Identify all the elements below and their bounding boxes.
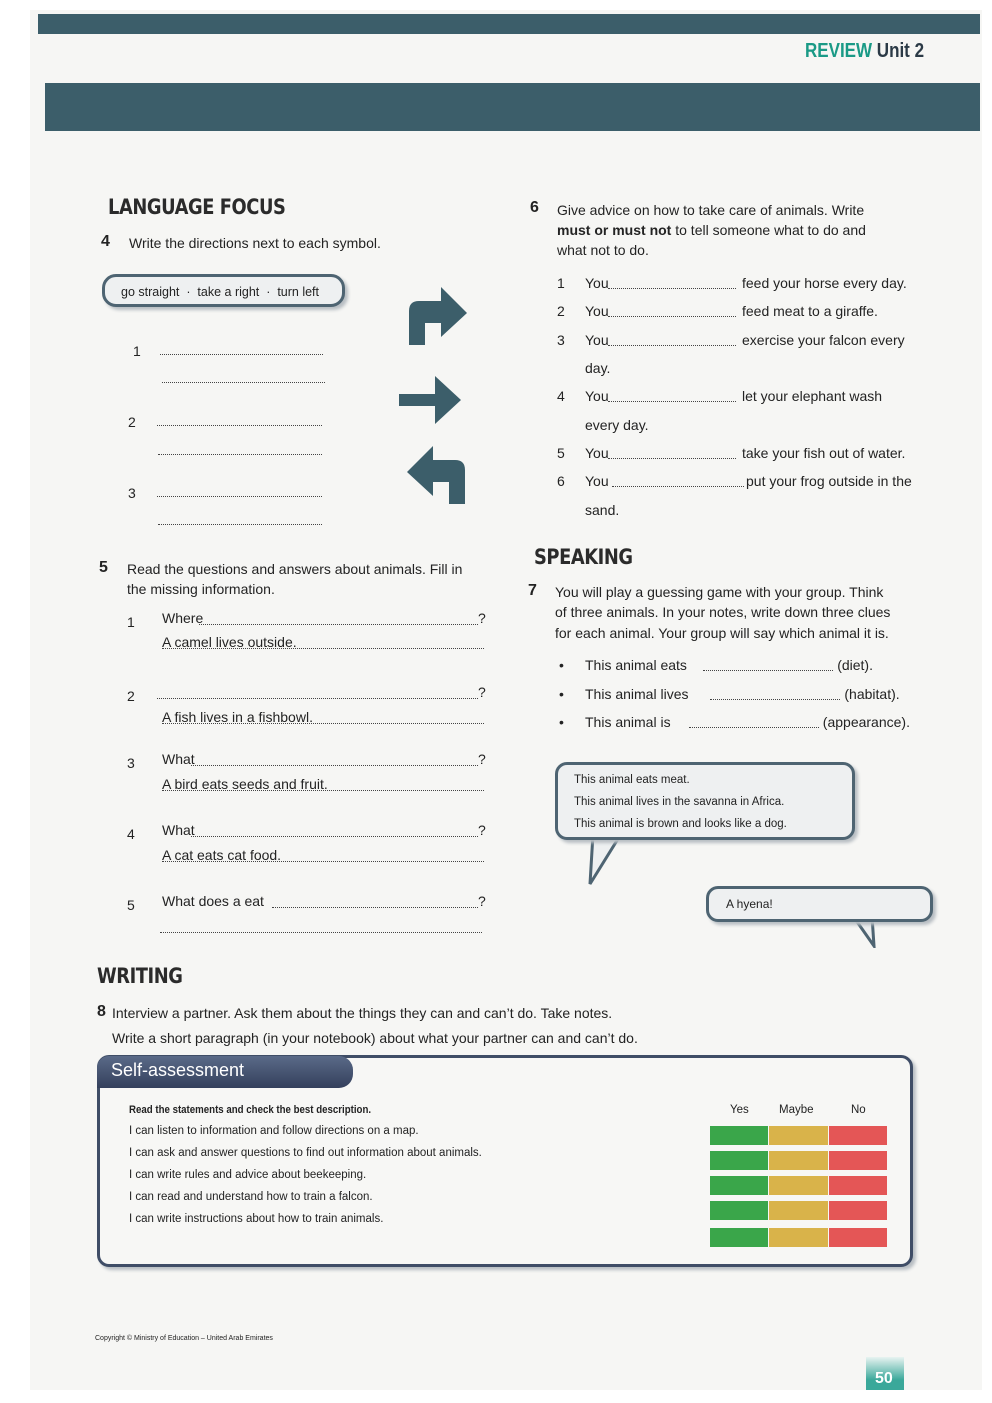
clue-end: (appearance). — [822, 714, 910, 730]
question-mark: ? — [478, 822, 486, 838]
you-text: You — [585, 388, 609, 404]
exercise-number: 6 — [530, 199, 539, 216]
item-number: 1 — [557, 275, 565, 291]
clue-start: This animal lives — [585, 686, 689, 702]
answer-text: A cat eats cat food. — [162, 847, 282, 863]
bullet-icon: • — [559, 657, 564, 673]
no-checkbox[interactable] — [829, 1176, 887, 1195]
question-line[interactable] — [272, 907, 479, 908]
speech-bubble-tail — [585, 834, 625, 888]
answer-line[interactable] — [162, 648, 484, 649]
answer-line[interactable] — [689, 727, 819, 728]
statement: I can listen to information and follow directions on a map. — [129, 1125, 419, 1137]
answer-line[interactable] — [608, 288, 736, 289]
advice-text: put your frog outside in the — [746, 473, 912, 489]
speech-bubble-clues — [555, 762, 855, 840]
speech-bubble-answer — [706, 886, 933, 922]
you-text: You — [585, 275, 609, 291]
question-start: What does a eat — [162, 893, 264, 909]
yes-checkbox[interactable] — [710, 1176, 768, 1195]
answer-line[interactable] — [160, 932, 482, 933]
exercise-instruction: the missing information. — [127, 581, 275, 597]
item-number: 2 — [557, 303, 565, 319]
exercise-instruction — [557, 221, 866, 239]
answer-text: A camel lives outside. — [162, 634, 297, 650]
advice-text: sand. — [585, 502, 620, 518]
word-box — [102, 274, 345, 307]
copyright: Copyright © Ministry of Education – United Arab Emirates — [95, 1335, 273, 1342]
item-number: 3 — [127, 755, 135, 771]
exercise-instruction: Write a short paragraph (in your notebook) about what your partner can and can’t do. — [112, 1030, 638, 1046]
question-line[interactable] — [191, 836, 478, 837]
page-number-box — [866, 1357, 904, 1390]
advice-text: day. — [585, 360, 611, 376]
statement: I can write instructions about how to train animals. — [129, 1213, 384, 1225]
column-yes: Yes — [730, 1104, 749, 1116]
question-start: What — [162, 822, 195, 838]
header-band — [45, 83, 980, 131]
you-text: You — [585, 445, 609, 461]
turn-right-arrow-icon — [405, 283, 469, 347]
question-line[interactable] — [157, 698, 478, 699]
maybe-checkbox[interactable] — [769, 1176, 828, 1195]
running-header — [805, 42, 924, 60]
page-number: 50 — [875, 1370, 893, 1387]
answer-line[interactable] — [160, 354, 323, 355]
question-mark: ? — [478, 893, 486, 909]
question-start: Where — [162, 610, 204, 626]
exercise-number: 4 — [101, 233, 110, 250]
answer-line[interactable] — [162, 861, 484, 862]
answer-line[interactable] — [608, 458, 736, 459]
question-line[interactable] — [199, 624, 479, 625]
no-checkbox[interactable] — [829, 1228, 887, 1247]
review-label: REVIEW — [805, 40, 873, 62]
item-number: 6 — [557, 473, 565, 489]
answer-line[interactable] — [703, 670, 833, 671]
unit-label: Unit 2 — [876, 40, 925, 62]
no-checkbox[interactable] — [829, 1201, 887, 1220]
item-number: 2 — [128, 414, 136, 430]
clue-text: This animal eats meat. — [574, 774, 690, 786]
question-line[interactable] — [191, 765, 478, 766]
item-number: 5 — [127, 897, 135, 913]
turn-left-arrow-icon — [405, 442, 469, 506]
exercise-instruction: Write the directions next to each symbol. — [129, 235, 381, 251]
advice-text: take your fish out of water. — [742, 445, 906, 461]
clue-text: This animal lives in the savanna in Africa. — [574, 796, 785, 808]
answer-text: A fish lives in a fishbowl. — [162, 709, 313, 725]
bold-must-not: must not — [612, 222, 672, 238]
clue-start: This animal is — [585, 714, 671, 730]
yes-checkbox[interactable] — [710, 1228, 768, 1247]
clue-text: This animal is brown and looks like a dog. — [574, 818, 787, 830]
exercise-number: 8 — [97, 1003, 106, 1020]
yes-checkbox[interactable] — [710, 1201, 768, 1220]
clue-end: (diet). — [837, 657, 873, 673]
self-assessment-header — [97, 1056, 353, 1088]
exercise-number: 7 — [528, 582, 537, 599]
item-number: 4 — [127, 826, 135, 842]
answer-line[interactable] — [162, 723, 484, 724]
exercise-instruction: for each animal. Your group will say which animal it is. — [555, 625, 889, 641]
you-text: You — [585, 473, 609, 489]
text: to tell someone what to do and — [671, 222, 866, 238]
bullet-icon: • — [559, 714, 564, 730]
bold-must: must — [557, 222, 591, 238]
statement: I can read and understand how to train a falcon. — [129, 1191, 373, 1203]
yes-checkbox[interactable] — [710, 1151, 768, 1170]
question-mark: ? — [478, 610, 486, 626]
advice-text: every day. — [585, 417, 649, 433]
yes-checkbox[interactable] — [710, 1126, 768, 1145]
question-mark: ? — [478, 751, 486, 767]
bold-or: or — [590, 222, 613, 238]
advice-text: let your elephant wash — [742, 388, 883, 404]
you-text: You — [585, 303, 609, 319]
answer-line[interactable] — [158, 524, 322, 525]
item-number: 4 — [557, 388, 565, 404]
maybe-checkbox[interactable] — [769, 1201, 828, 1220]
answer-line[interactable] — [158, 454, 322, 455]
question-start: What — [162, 751, 195, 767]
column-no: No — [851, 1104, 866, 1116]
exercise-instruction: what not to do. — [557, 242, 649, 258]
item-number: 1 — [127, 614, 135, 630]
answer-text: A hyena! — [726, 897, 773, 911]
you-text: You — [585, 332, 609, 348]
no-checkbox[interactable] — [829, 1126, 887, 1145]
section-title-speaking: SPEAKING — [534, 545, 633, 569]
answer-line[interactable] — [162, 790, 484, 791]
exercise-number: 5 — [99, 559, 108, 576]
answer-line[interactable] — [157, 425, 322, 426]
answer-line[interactable] — [608, 401, 736, 402]
maybe-checkbox[interactable] — [769, 1126, 828, 1145]
answer-line[interactable] — [608, 345, 736, 346]
straight-arrow-icon — [397, 374, 463, 426]
answer-line[interactable] — [157, 496, 322, 497]
exercise-instruction: Give advice on how to take care of animals. Write — [557, 202, 865, 218]
self-assessment-instruction: Read the statements and check the best description. — [129, 1104, 372, 1116]
column-maybe: Maybe — [779, 1104, 814, 1116]
maybe-checkbox[interactable] — [769, 1228, 828, 1247]
exercise-instruction: Interview a partner. Ask them about the things they can and can’t do. Take notes. — [112, 1005, 613, 1021]
answer-text: A bird eats seeds and fruit. — [162, 776, 328, 792]
question-mark: ? — [478, 684, 486, 700]
advice-text: exercise your falcon every — [742, 332, 905, 348]
bullet-icon: • — [559, 686, 564, 702]
statement: I can ask and answer questions to find out information about animals. — [129, 1147, 482, 1159]
item-number: 3 — [128, 485, 136, 501]
self-assessment-title: Self-assessment — [111, 1060, 245, 1080]
statement: I can write rules and advice about beekeeping. — [129, 1169, 367, 1181]
maybe-checkbox[interactable] — [769, 1151, 828, 1170]
answer-line[interactable] — [162, 382, 325, 383]
clue-end: (habitat). — [844, 686, 900, 702]
section-title-writing: WRITING — [97, 964, 183, 988]
no-checkbox[interactable] — [829, 1151, 887, 1170]
advice-text: feed your horse every day. — [742, 275, 907, 291]
item-number: 2 — [127, 688, 135, 704]
exercise-instruction: of three animals. In your notes, write down three clues — [555, 604, 891, 620]
answer-line[interactable] — [608, 316, 736, 317]
item-number: 1 — [133, 343, 141, 359]
clue-start: This animal eats — [585, 657, 687, 673]
item-number: 3 — [557, 332, 565, 348]
item-number: 5 — [557, 445, 565, 461]
exercise-instruction: You will play a guessing game with your group. Think — [555, 584, 884, 600]
top-band — [38, 14, 980, 34]
exercise-instruction: Read the questions and answers about animals. Fill in — [127, 561, 463, 577]
word-box-text: go straight · take a right · turn left — [121, 285, 320, 299]
answer-line[interactable] — [612, 486, 744, 487]
answer-line[interactable] — [710, 699, 840, 700]
advice-text: feed meat to a giraffe. — [742, 303, 878, 319]
section-title-language-focus: LANGUAGE FOCUS — [108, 195, 286, 219]
